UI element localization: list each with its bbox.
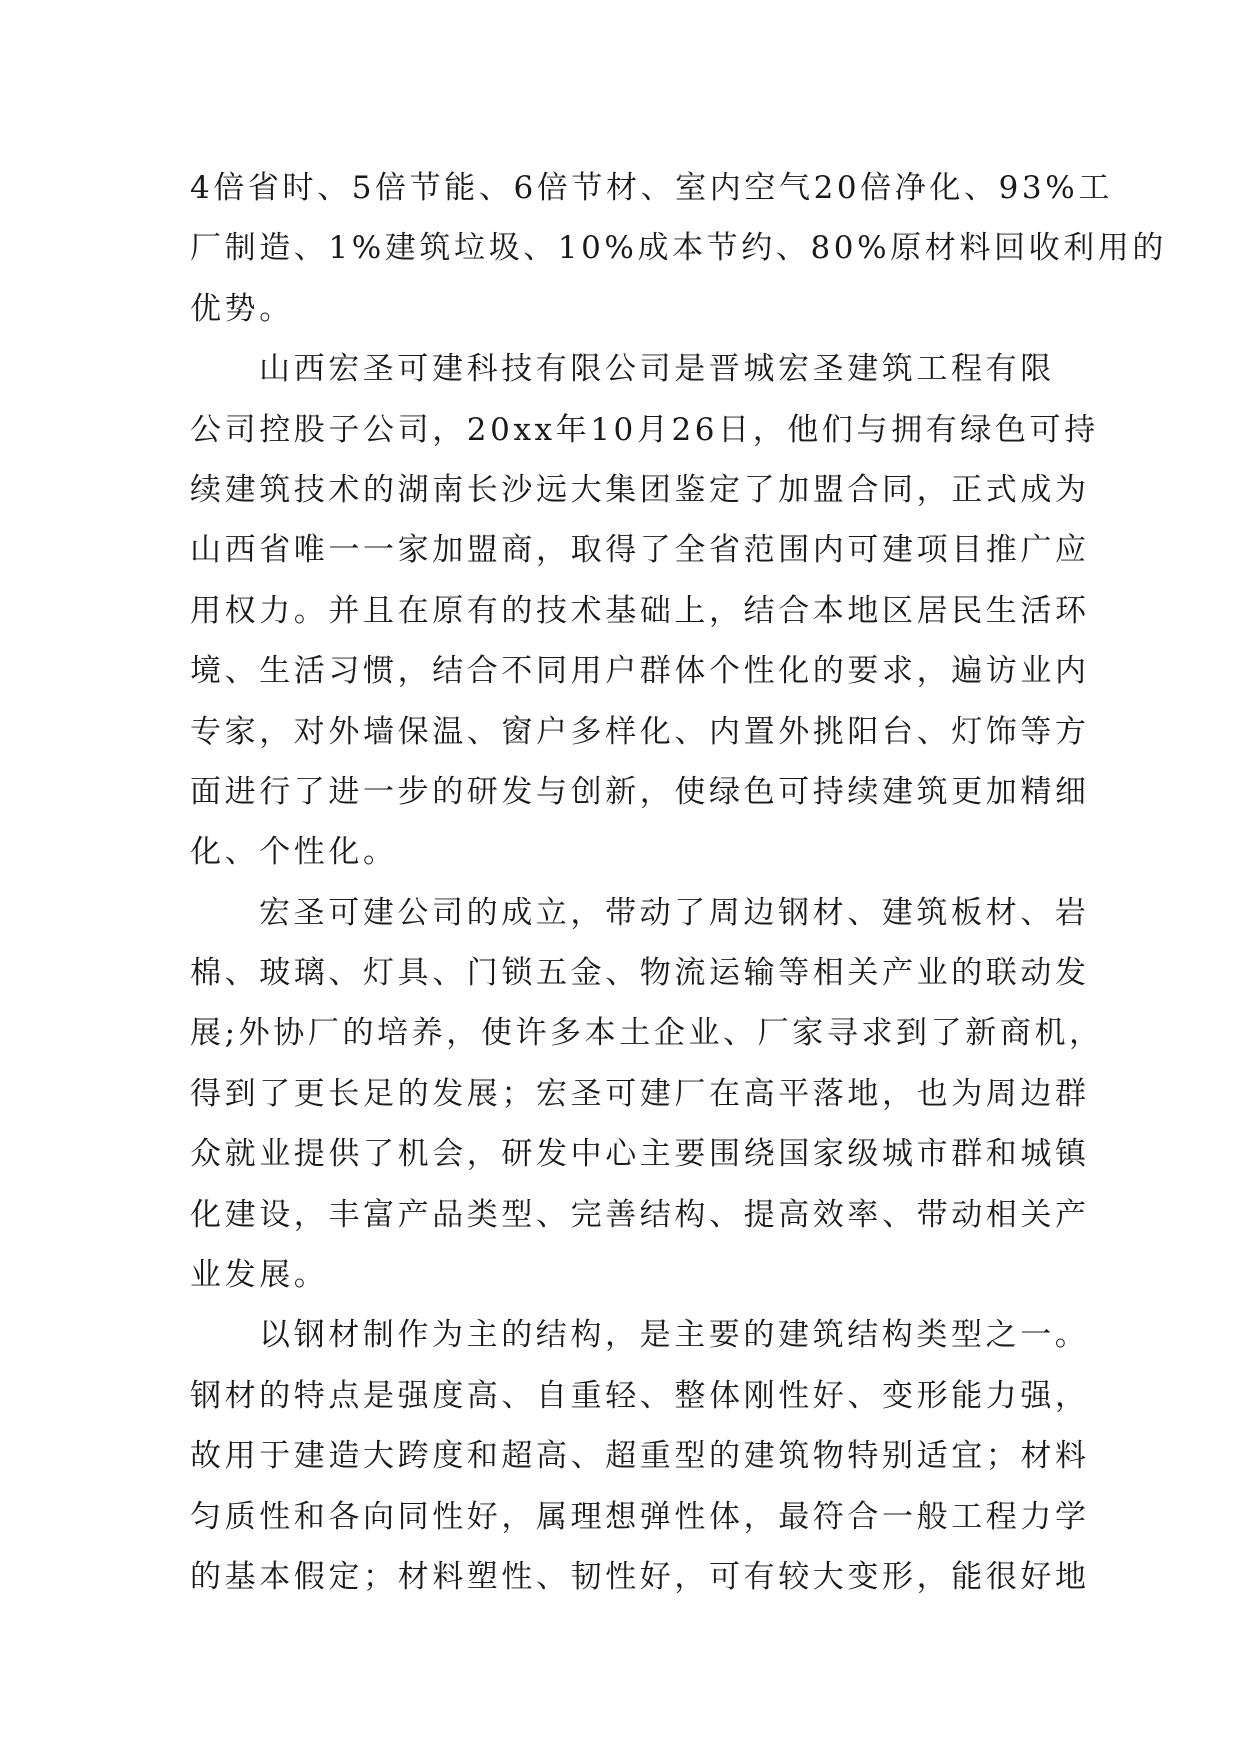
paragraph-4 [190, 1305, 1090, 1607]
text-line: 业发展。 [190, 1257, 329, 1294]
paragraph-2 [190, 339, 1099, 883]
text-line: 钢材的特点是强度高、自重轻、整体刚性好、变形能力强， [190, 1377, 1090, 1414]
text-line: 厂制造、1%建筑垃圾、10%成本节约、80%原材料回收利用的 [190, 230, 1167, 267]
text-line: 故用于建造大跨度和超高、超重型的建筑物特别适宜；材料 [190, 1438, 1090, 1475]
text-line: 众就业提供了机会，研发中心主要围绕国家级城市群和城镇 [190, 1136, 1090, 1173]
text-line: 面进行了进一步的研发与创新，使绿色可持续建筑更加精细 [190, 773, 1090, 810]
text-line: 专家，对外墙保温、窗户多样化、内置外挑阳台、灯饰等方 [190, 713, 1090, 750]
text-line: 用权力。并且在原有的技术基础上，结合本地区居民生活环 [190, 592, 1090, 629]
text-line: 4倍省时、5倍节能、6倍节材、室内空气20倍净化、93%工 [190, 170, 1113, 206]
text-line: 化建设，丰富产品类型、完善结构、提高效率、带动相关产 [190, 1196, 1090, 1233]
text-line: 续建筑技术的湖南长沙远大集团鉴定了加盟合同，正式成为 [190, 471, 1090, 508]
text-line: 的基本假定；材料塑性、韧性好，可有较大变形，能很好地 [190, 1558, 1090, 1595]
text-line: 棉、玻璃、灯具、门锁五金、物流运输等相关产业的联动发 [190, 955, 1090, 992]
text-line: 得到了更长足的发展；宏圣可建厂在高平落地，也为周边群 [190, 1075, 1090, 1112]
text-line: 优势。 [190, 290, 294, 327]
text-line: 匀质性和各向同性好，属理想弹性体，最符合一般工程力学 [190, 1498, 1090, 1535]
text-line: 境、生活习惯，结合不同用户群体个性化的要求，遍访业内 [190, 653, 1090, 690]
document-body [190, 158, 1167, 1607]
text-line: 以钢材制作为主的结构，是主要的建筑结构类型之一。 [259, 1317, 1090, 1354]
paragraph-3 [190, 883, 1104, 1306]
text-line: 化、个性化。 [190, 834, 398, 871]
text-line: 公司控股子公司，20xx年10月26日，他们与拥有绿色可持 [190, 411, 1099, 448]
text-line: 宏圣可建公司的成立，带动了周边钢材、建筑板材、岩 [259, 894, 1090, 931]
paragraph-1 [190, 158, 1167, 339]
text-line: 山西省唯一一家加盟商，取得了全省范围内可建项目推广应 [190, 532, 1090, 569]
text-line: 展;外协厂的培养，使许多本土企业、厂家寻求到了新商机， [190, 1015, 1104, 1052]
text-line: 山西宏圣可建科技有限公司是晋城宏圣建筑工程有限 [259, 351, 1055, 388]
